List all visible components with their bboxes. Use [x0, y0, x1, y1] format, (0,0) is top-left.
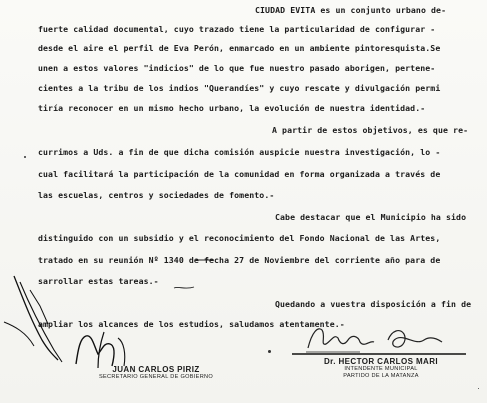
body-line-2: fuerte calidad documental, cuyo trazado tiene la particularidad de configurar -	[38, 24, 436, 34]
body-line-11: Cabe destacar que el Municipio ha sido	[275, 212, 467, 222]
dust-speck	[478, 388, 479, 389]
right-signer-name: Dr. HECTOR CARLOS MARI	[324, 357, 438, 366]
body-line-9: cual facilitará la participación de la comunidad en forma organizada a través de	[38, 169, 441, 179]
body-line-13: tratado en su reunión Nº 1340 de fecha 27 de Noviembre del corriente año para de	[38, 255, 441, 265]
body-line-16: ampliar los alcances de los estudios, saludamos atentamente.-	[38, 319, 345, 329]
body-line-15: Quedando a vuestra disposición a fin de	[275, 299, 472, 309]
body-line-14: sarrollar estas tareas.-	[38, 276, 159, 286]
body-line-1: CIUDAD EVITA es un conjunto urbano de-	[255, 5, 447, 15]
body-line-6: tiría reconocer en un mismo hecho urbano, la evolución de nuestra identidad.-	[38, 103, 426, 113]
right-signature-block	[296, 357, 466, 379]
left-signature-block	[86, 365, 226, 381]
body-line-10: las escuelas, centros y sociedades de fomento.-	[38, 190, 275, 200]
body-line-12: distinguido con un subsidio y el reconocimiento del Fondo Nacional de las Artes,	[38, 233, 441, 243]
right-signer-title-1: INTENDENTE MUNICIPAL	[344, 366, 418, 372]
dust-speck	[24, 156, 26, 158]
body-line-5: cientes a la tribu de los indios "Querandíes" y cuyo rescate y divulgación permi	[38, 83, 441, 93]
left-signer-title: SECRETARIO GENERAL DE GOBIERNO	[98, 374, 214, 380]
right-signer-title-2: PARTIDO DE LA MATANZA	[343, 372, 419, 379]
dust-speck	[268, 350, 271, 353]
body-line-8: currimos a Uds. a fin de que dicha comisión auspicie nuestra investigación, lo -	[38, 147, 441, 157]
left-signer-name: JUAN CARLOS PIRIZ	[112, 365, 200, 374]
body-line-4: unen a estos valores "indicios" de lo que fue nuestro pasado aborigen, pertene-	[38, 63, 436, 73]
left-signature-scribble	[0, 262, 200, 382]
body-line-7: A partir de estos objetivos, es que re-	[272, 125, 469, 135]
body-line-3: desde el aire el perfil de Eva Perón, enmarcado en un ambiente pintoresquista.Se	[38, 43, 441, 53]
